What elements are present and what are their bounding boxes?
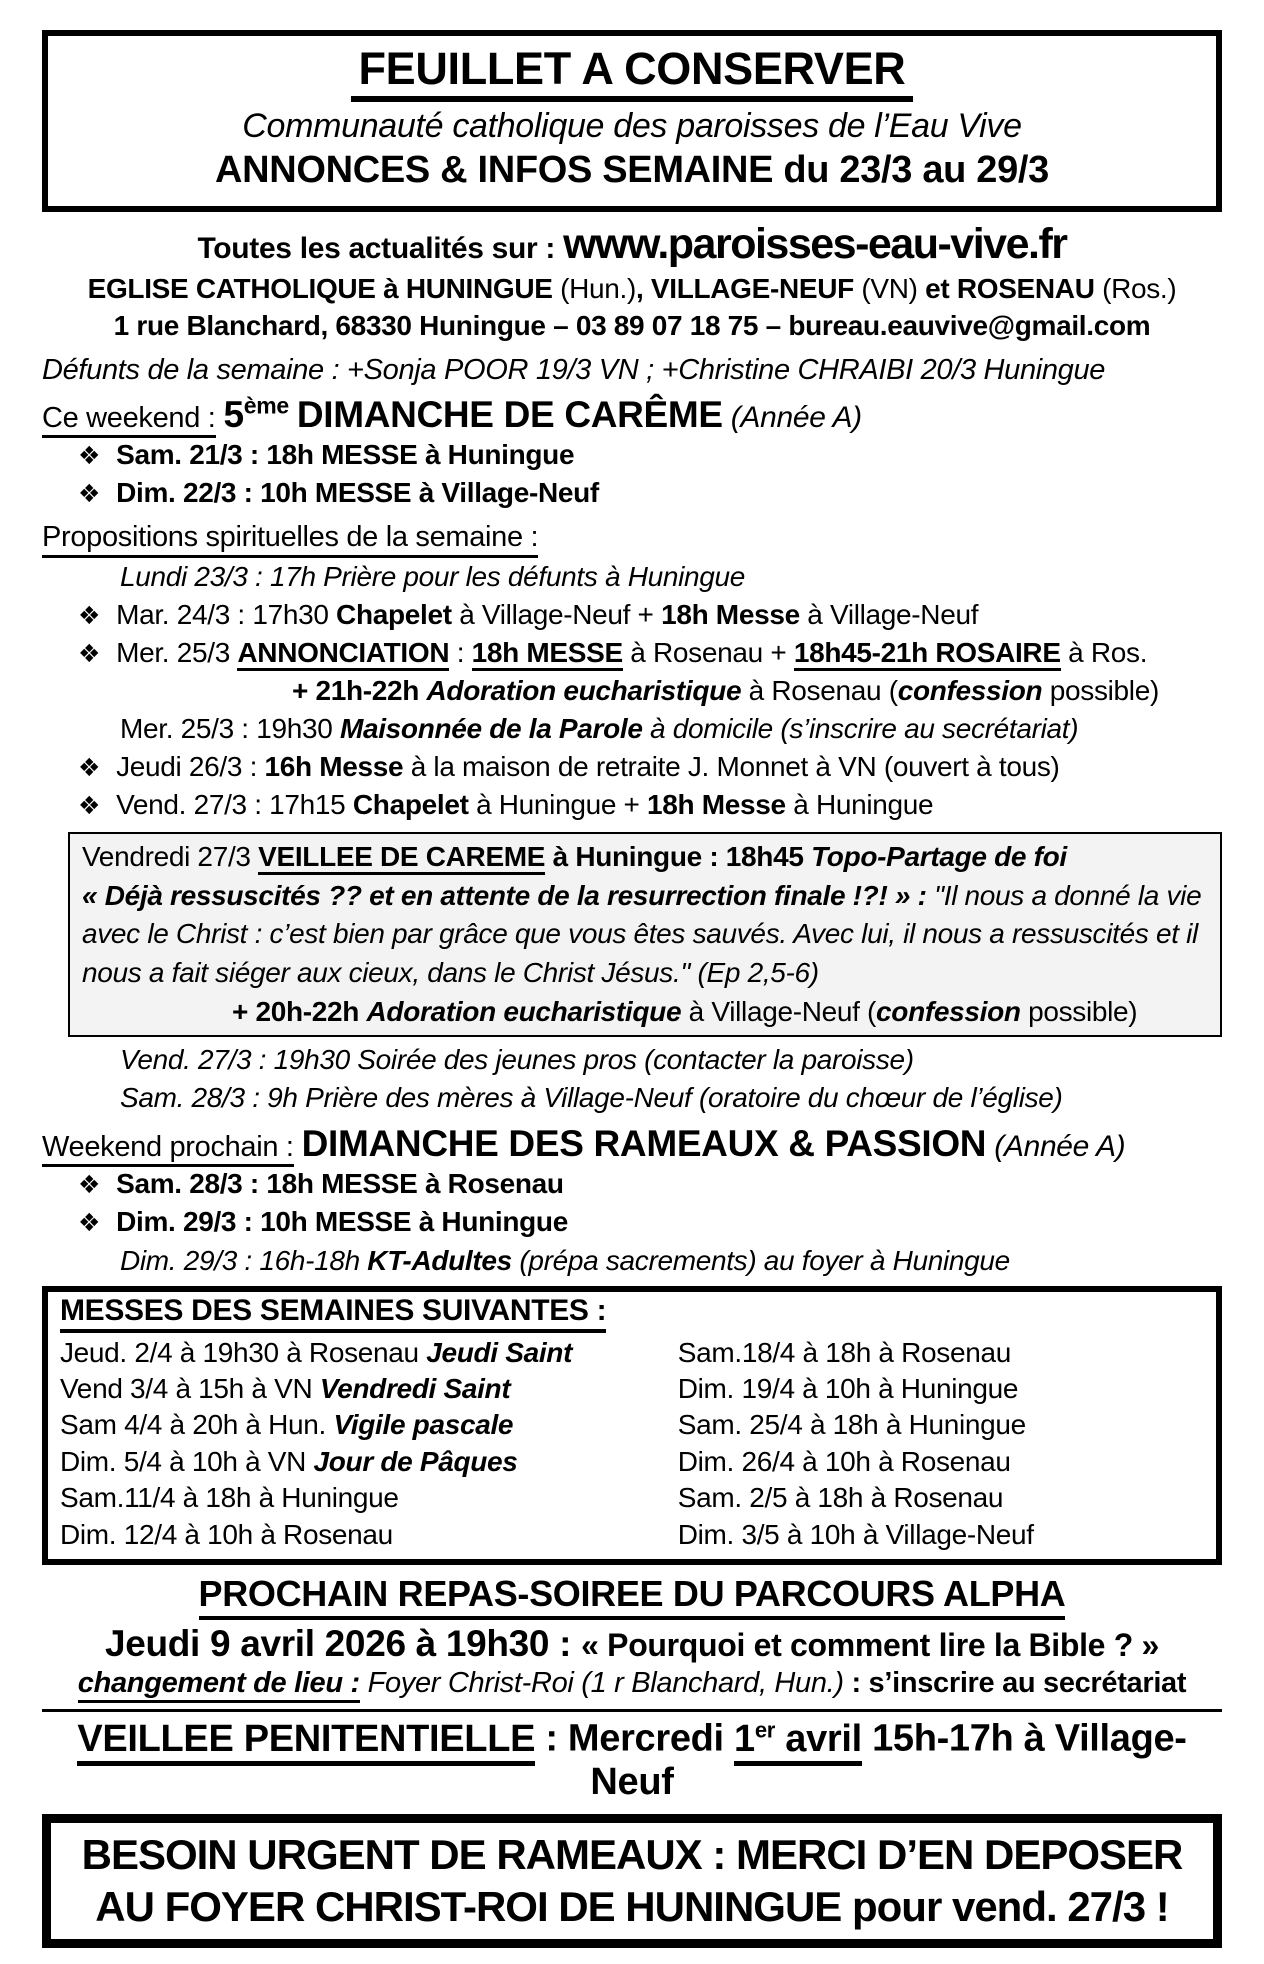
vigil-adoration — [82, 993, 1208, 1032]
table-row: Sam. 2/5 à 18h à Rosenau — [677, 1482, 1004, 1514]
page-title: FEUILLET A CONSERVER — [351, 44, 914, 102]
proposal-tuesday — [42, 596, 1222, 634]
masses-left-column — [60, 1335, 678, 1553]
text: à Rosenau + — [622, 636, 794, 668]
feast: Vigile pascale — [333, 1409, 514, 1441]
proposal-wednesday-cont — [42, 672, 1222, 710]
event: 18h MESSE — [472, 637, 623, 671]
vigil-quote — [82, 877, 1208, 993]
date-sup: er — [754, 1716, 776, 1742]
text: à domicile (s’inscrire au secrétariat) — [642, 712, 1079, 744]
text: Dim. 29/3 : 16h-18h — [120, 1244, 368, 1276]
urgent-line1: BESOIN URGENT DE RAMEAUX : MERCI D’EN DEPOSER — [81, 1830, 1183, 1878]
text: Sam.11/4 à 18h à Huningue — [60, 1482, 399, 1514]
event: Maisonnée de la Parole — [339, 712, 643, 744]
lent-vigil-box — [68, 832, 1222, 1037]
church-vn-abbr: (VN) — [861, 273, 918, 305]
text: 15h-17h à Village-Neuf — [590, 1717, 1187, 1803]
proposal-wednesday2 — [42, 710, 1222, 748]
upcoming-masses-box — [42, 1286, 1222, 1565]
alpha-date-line — [42, 1623, 1222, 1665]
event: confession — [876, 995, 1021, 1027]
deceased-line: Défunts de la semaine : +Sonja POOR 19/3 VN ; +Christine CHRAIBI 20/3 Huningue — [42, 354, 1106, 387]
table-row — [60, 1371, 678, 1407]
event: Chapelet — [352, 789, 469, 821]
upcoming-masses-title: MESSES DES SEMAINES SUIVANTES : — [60, 1294, 606, 1333]
text: à Huningue + — [468, 789, 648, 821]
church-rosenau-abbr: (Ros.) — [1102, 273, 1177, 305]
diamond-bullet-icon: ❖ — [78, 442, 101, 471]
mass-sun: Dim. 29/3 : 10h MESSE à Huningue — [116, 1206, 568, 1238]
community-subtitle: Communauté catholique des paroisses de l’Eau Vive — [242, 106, 1022, 145]
text: : — [449, 636, 472, 668]
venue-place: Foyer Christ-Roi (1 r Blanchard, Hun.) — [359, 1666, 852, 1699]
event: 18h45-21h ROSAIRE — [794, 637, 1061, 671]
masses-right-column — [678, 1335, 1204, 1553]
text: Vend. 27/3 : 17h15 — [116, 789, 353, 821]
event: 16h Messe — [264, 750, 404, 782]
mass-sat: Sam. 21/3 : 18h MESSE à Huningue — [116, 439, 575, 471]
feast-name: DIMANCHE DE CARÊME — [296, 394, 723, 436]
event: 18h Messe — [647, 789, 786, 821]
vigil-line1 — [82, 838, 1208, 877]
event: confession — [897, 674, 1043, 706]
proposal-thursday — [42, 748, 1222, 786]
feast: Vendredi Saint — [319, 1373, 511, 1404]
text: à Huningue : 18h45 — [545, 841, 812, 873]
mass-sun: Dim. 22/3 : 10h MESSE à Village-Neuf — [116, 477, 599, 509]
text: Mer. 25/3 : 19h30 — [120, 712, 340, 744]
penitential-title: VEILLEE PENITENTIELLE — [77, 1718, 535, 1766]
young-pros-line: Vend. 27/3 : 19h30 Soirée des jeunes pros (contacter la paroisse) — [120, 1044, 914, 1076]
event: Adoration eucharistique — [366, 995, 682, 1027]
list-item — [42, 436, 1222, 474]
news-prefix: Toutes les actualités sur : — [197, 232, 564, 266]
text: Jeudi 26/3 : — [116, 750, 265, 782]
date-num: 1 — [734, 1717, 755, 1760]
text: Vend 3/4 à 15h à VN — [60, 1373, 320, 1404]
list-item — [42, 1165, 1222, 1203]
separator: , — [635, 273, 651, 305]
event: KT-Adultes — [367, 1244, 512, 1276]
announcements-title: ANNONCES & INFOS SEMAINE du 23/3 au 29/3 — [215, 148, 1049, 191]
event: Chapelet — [336, 598, 452, 630]
event: Topo-Partage de foi — [811, 841, 1067, 873]
proposal-monday: Lundi 23/3 : 17h Prière pour les défunts à Huningue — [120, 560, 746, 592]
ordinal-sup: ème — [243, 393, 289, 420]
diamond-bullet-icon: ❖ — [78, 1209, 101, 1238]
venue-action: : s’inscrire au secrétariat — [851, 1666, 1187, 1699]
text: Jeud. 2/4 à 19h30 à Rosenau — [60, 1336, 427, 1368]
diamond-bullet-icon: ❖ — [78, 480, 101, 509]
venue-change-label: changement de lieu : — [78, 1667, 360, 1703]
next-weekend-title: DIMANCHE DES RAMEAUX & PASSION — [301, 1123, 987, 1165]
urgent-line2: AU FOYER CHRIST-ROI DE HUNINGUE pour vend. 27/3 ! — [95, 1882, 1169, 1930]
table-row: Dim. 26/4 à 10h à Rosenau — [677, 1445, 1011, 1477]
diamond-bullet-icon: ❖ — [78, 753, 101, 782]
alpha-title-text: PROCHAIN REPAS-SOIREE DU PARCOURS ALPHA — [199, 1573, 1066, 1620]
next-weekend-label: Weekend prochain : — [42, 1131, 294, 1167]
divider — [42, 1709, 1222, 1712]
text: à Huningue — [785, 789, 934, 821]
scripture-quote: "Il nous a donné la vie avec le Christ : c’est bien par grâce que vous êtes sauvés. Avec lui, il nous a ressuscités et il nous a fait siéger aux cieux, dans le Christ Jésus." (Ep 2,5-6) — [82, 879, 1202, 988]
this-weekend-title — [224, 394, 723, 435]
table-row — [60, 1444, 678, 1480]
kt-adultes-line — [42, 1242, 1222, 1280]
text: Mer. 25/3 — [116, 636, 238, 668]
event: VEILLEE DE CAREME — [258, 841, 545, 875]
diamond-bullet-icon: ❖ — [78, 639, 101, 668]
time: + 21h-22h — [292, 674, 427, 706]
liturgical-year: (Année A) — [994, 1130, 1126, 1164]
alpha-heading — [42, 1573, 1222, 1620]
proposals-heading: Propositions spirituelles de la semaine : — [42, 521, 538, 558]
text: à Ros. — [1060, 636, 1148, 668]
diamond-bullet-icon: ❖ — [78, 792, 101, 821]
table-row — [60, 1407, 678, 1443]
masses-columns — [60, 1335, 1204, 1553]
text: Vendredi 27/3 — [82, 841, 259, 873]
table-row: Dim. 3/5 à 10h à Village-Neuf — [677, 1518, 1034, 1550]
feast: Jeudi Saint — [426, 1336, 573, 1368]
feast: Jour de Pâques — [313, 1445, 518, 1477]
text: Dim. 5/4 à 10h à VN — [60, 1445, 314, 1477]
text: à la maison de retraite J. Monnet à VN (ouvert à tous) — [403, 750, 1060, 782]
news-line — [42, 220, 1222, 269]
table-row: Dim. 19/4 à 10h à Huningue — [677, 1373, 1019, 1404]
text: possible) — [1020, 995, 1138, 1027]
liturgical-year: (Année A) — [730, 401, 862, 435]
text: (prépa sacrements) au foyer à Huningue — [511, 1244, 1010, 1276]
next-weekend-heading — [42, 1123, 1222, 1165]
text: possible) — [1042, 674, 1159, 706]
text: à Village-Neuf ( — [681, 995, 877, 1027]
this-weekend-label: Ce weekend : — [42, 402, 216, 438]
church-huningue: EGLISE CATHOLIQUE à HUNINGUE — [87, 273, 561, 305]
penitential-line — [42, 1717, 1222, 1804]
list-item — [42, 474, 1222, 512]
urgent-notice-box — [42, 1814, 1222, 1948]
list-item — [42, 1203, 1222, 1241]
alpha-topic: « Pourquoi et comment lire la Bible ? » — [581, 1626, 1159, 1663]
address-line: 1 rue Blanchard, 68330 Huningue – 03 89 07 18 75 – bureau.eauvive@gmail.com — [113, 309, 1151, 341]
feast: ANNONCIATION — [237, 637, 449, 671]
this-weekend-heading — [42, 393, 1222, 436]
diamond-bullet-icon: ❖ — [78, 601, 101, 630]
text: à Village-Neuf — [799, 598, 979, 630]
site-url: www.paroisses-eau-vive.fr — [563, 220, 1067, 269]
penitential-date — [734, 1718, 862, 1766]
ordinal: 5 — [223, 394, 244, 436]
text: : Mercredi — [535, 1717, 735, 1760]
date-rest: avril — [775, 1717, 862, 1760]
churches-line — [42, 271, 1222, 307]
mothers-prayer-line: Sam. 28/3 : 9h Prière des mères à Village-Neuf (oratoire du chœur de l’église) — [120, 1082, 1063, 1114]
alpha-venue-line — [42, 1667, 1222, 1700]
alpha-when: Jeudi 9 avril 2026 à 19h30 : — [104, 1622, 582, 1664]
text: à Village-Neuf + — [451, 598, 662, 630]
text: Sam 4/4 à 20h à Hun. — [60, 1409, 334, 1441]
text: Dim. 12/4 à 10h à Rosenau — [60, 1518, 393, 1550]
header-box — [42, 30, 1222, 212]
text: à Rosenau ( — [741, 674, 898, 706]
table-row — [60, 1335, 678, 1371]
quote-title: « Déjà ressuscités ?? et en attente de la resurrection finale !?! » : — [82, 879, 935, 911]
table-row: Sam.18/4 à 18h à Rosenau — [677, 1336, 1011, 1368]
table-row: Sam. 25/4 à 18h à Huningue — [677, 1409, 1026, 1441]
diamond-bullet-icon: ❖ — [78, 1171, 101, 1200]
event: Adoration eucharistique — [426, 674, 742, 706]
time: + 20h-22h — [232, 995, 367, 1027]
proposal-friday — [42, 786, 1222, 824]
mass-sat: Sam. 28/3 : 18h MESSE à Rosenau — [116, 1168, 564, 1200]
table-row — [60, 1517, 678, 1553]
church-huningue-abbr: (Hun.) — [560, 273, 636, 305]
church-village-neuf: VILLAGE-NEUF — [650, 273, 862, 305]
table-row — [60, 1480, 678, 1516]
church-rosenau: et ROSENAU — [917, 273, 1103, 305]
event: 18h Messe — [661, 598, 800, 630]
proposal-wednesday — [42, 634, 1222, 672]
text: Mar. 24/3 : 17h30 — [116, 598, 337, 630]
